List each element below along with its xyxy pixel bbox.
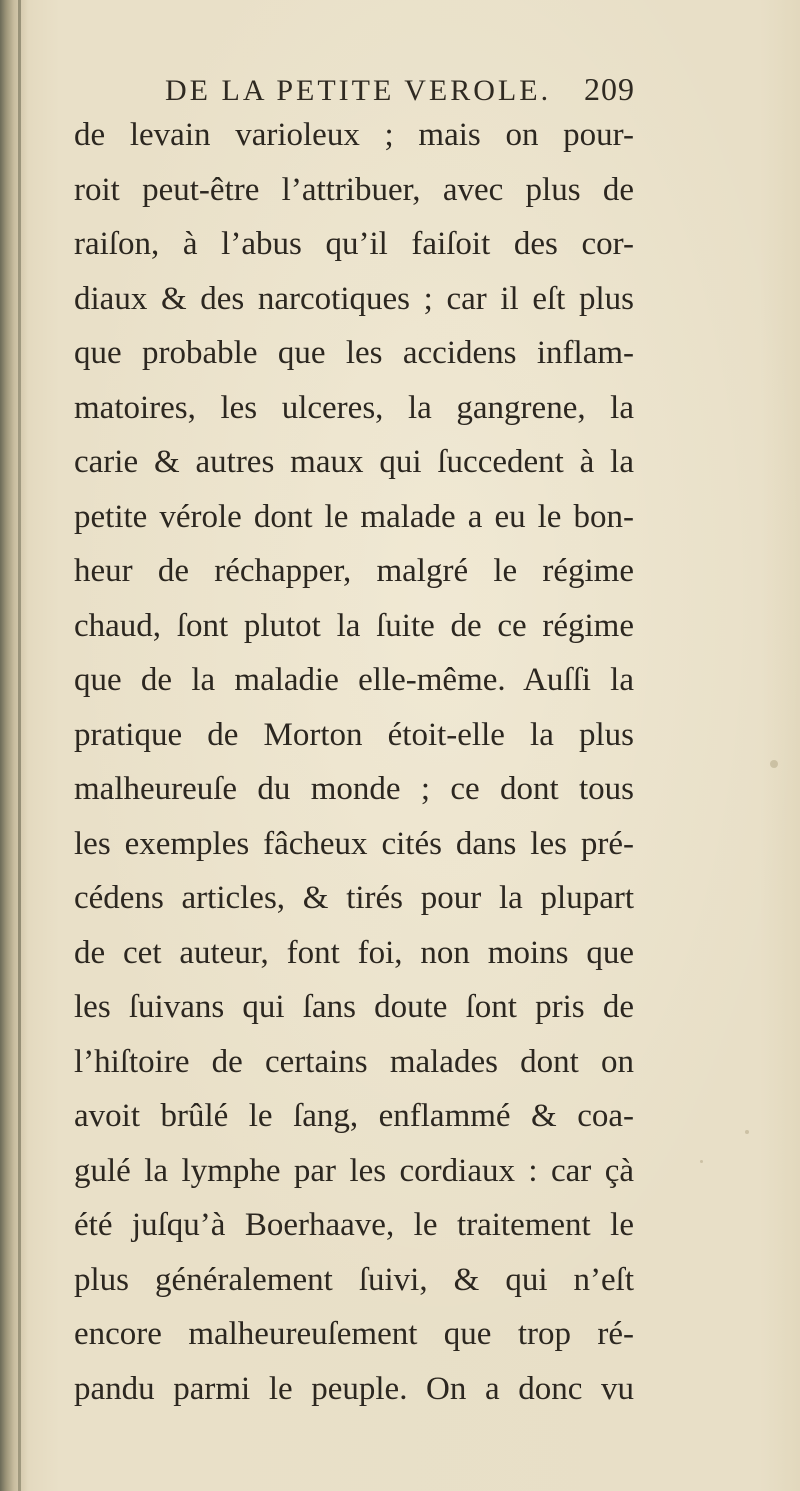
text-line: avoit brûlé le ſang, enflammé & coa- xyxy=(74,1098,634,1134)
text-line: pratique de Morton étoit-elle la plus xyxy=(74,716,634,753)
text-line: de levain varioleux ; mais on pour- xyxy=(74,117,634,153)
text-line: plus généralement ſuivi, & qui n’eſt xyxy=(74,1261,634,1298)
text-line: pandu parmi le peuple. On a donc vu xyxy=(74,1370,634,1407)
binding-gutter xyxy=(0,0,28,1491)
text-line: les exemples fâcheux cités dans les pré- xyxy=(74,825,634,862)
text-line: été juſqu’à Boerhaave, le traitement le xyxy=(74,1207,634,1243)
page-number: 209 xyxy=(584,71,635,107)
text-line: gulé la lymphe par les cordiaux : car çà xyxy=(74,1152,634,1189)
text-line: malheureuſe du monde ; ce dont tous xyxy=(74,771,634,807)
text-line: cédens articles, & tirés pour la plupart xyxy=(74,880,634,916)
text-line: matoires, les ulceres, la gangrene, la xyxy=(74,389,634,426)
text-line: carie & autres maux qui ſuccedent à la xyxy=(74,444,634,480)
text-line: roit peut-être l’attribuer, avec plus de xyxy=(74,171,634,208)
text-line: raiſon, à l’abus qu’il faiſoit des cor- xyxy=(74,226,634,262)
body-text xyxy=(74,108,634,1416)
paper-speck xyxy=(770,760,778,768)
running-head-title: DE LA PETITE VEROLE. xyxy=(165,74,552,107)
text-line: l’hiſtoire de certains malades dont on xyxy=(74,1043,634,1080)
text-line: diaux & des narcotiques ; car il eſt plus xyxy=(74,280,634,317)
text-line: encore malheureuſement que trop ré- xyxy=(74,1316,634,1352)
paper-speck xyxy=(700,1160,703,1163)
running-head xyxy=(165,58,635,108)
text-line: heur de réchapper, malgré le régime xyxy=(74,553,634,589)
text-line: de cet auteur, font foi, non moins que xyxy=(74,934,634,971)
text-line: que de la maladie elle-même. Auſſi la xyxy=(74,662,634,698)
text-line: les ſuivans qui ſans doute ſont pris de xyxy=(74,989,634,1025)
binding-shadow-line xyxy=(18,0,21,1491)
text-line: que probable que les accidens inflam- xyxy=(74,335,634,371)
text-line: petite vérole dont le malade a eu le bon- xyxy=(74,498,634,535)
text-line: chaud, ſont plutot la ſuite de ce régime xyxy=(74,607,634,644)
paper-speck xyxy=(745,1130,749,1134)
